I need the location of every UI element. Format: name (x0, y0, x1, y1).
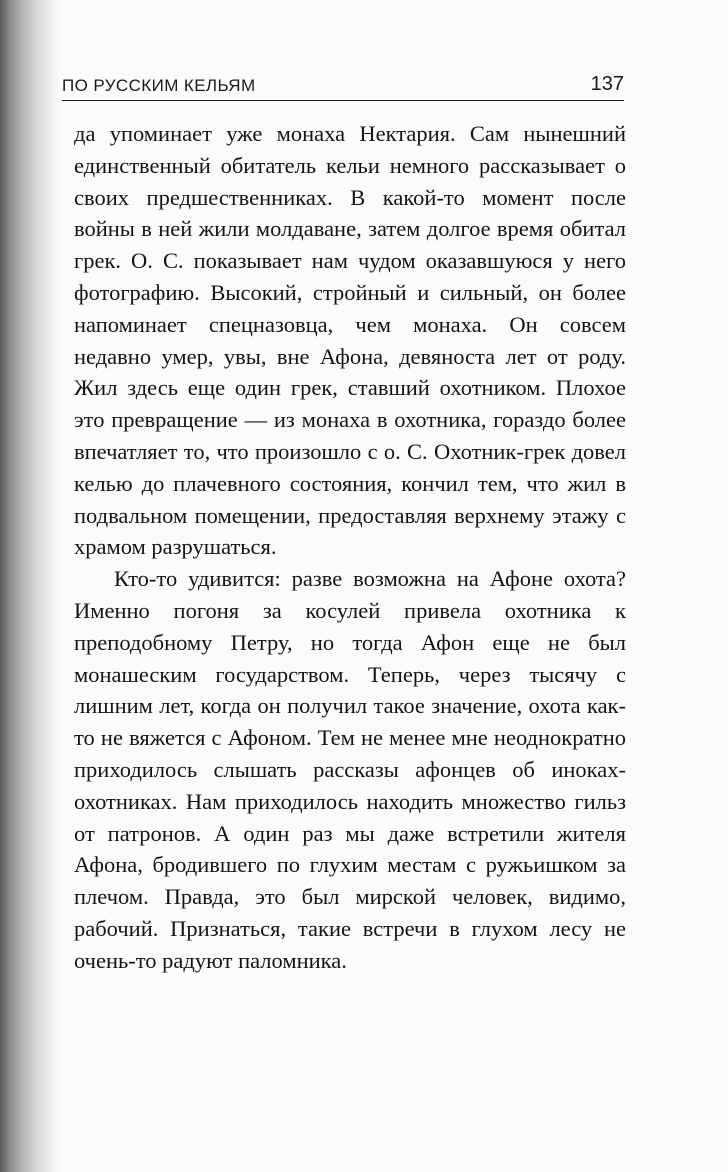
binding-shadow (0, 0, 60, 1172)
running-header (62, 70, 624, 101)
page-number: 137 (590, 73, 624, 95)
running-header-title: ПО РУССКИМ КЕЛЬЯМ (62, 76, 256, 95)
paragraph-1: да упоминает уже монаха Нектария. Сам нынешний единственный обитатель кельи немного рассказывает о своих предшественниках. В какой-то момент после войны в ней жили молдаване, затем долгое время обитал грек. О. С. показывает нам чудом оказавшуюся у него фотографию. Высокий, стройный и сильный, он более напоминает спецназовца, чем монаха. Он совсем недавно умер, увы, вне Афона, девяноста лет от роду. Жил здесь еще один грек, ставший охотником. Плохое это превращение — из монаха в охотника, гораздо более впечатляет то, что произошло с о. С. Охотник-грек довел келью до плачевного состояния, кончил тем, что жил в подвальном помещении, предоставляя верхнему этажу с храмом разрушаться. (74, 121, 626, 560)
paragraph-2: Кто-то удивится: разве возможна на Афоне охота? Именно погоня за косулей привела охотника к преподобному Петру, но тогда Афон еще не был монашеским государством. Теперь, через тысячу с лишним лет, когда он получил такое значение, охота как-то не вяжется с Афоном. Тем не менее мне неоднократно приходилось слышать рассказы афонцев об иноках-охотниках. Нам приходилось находить множество гильз от патронов. А один раз мы даже встретили жителя Афона, бродившего по глухим местам с ружьишком за плечом. Правда, это был мирской человек, видимо, рабочий. Признаться, такие встречи в глухом лесу не очень-то радуют паломника. (74, 566, 626, 973)
body-text (74, 118, 626, 977)
